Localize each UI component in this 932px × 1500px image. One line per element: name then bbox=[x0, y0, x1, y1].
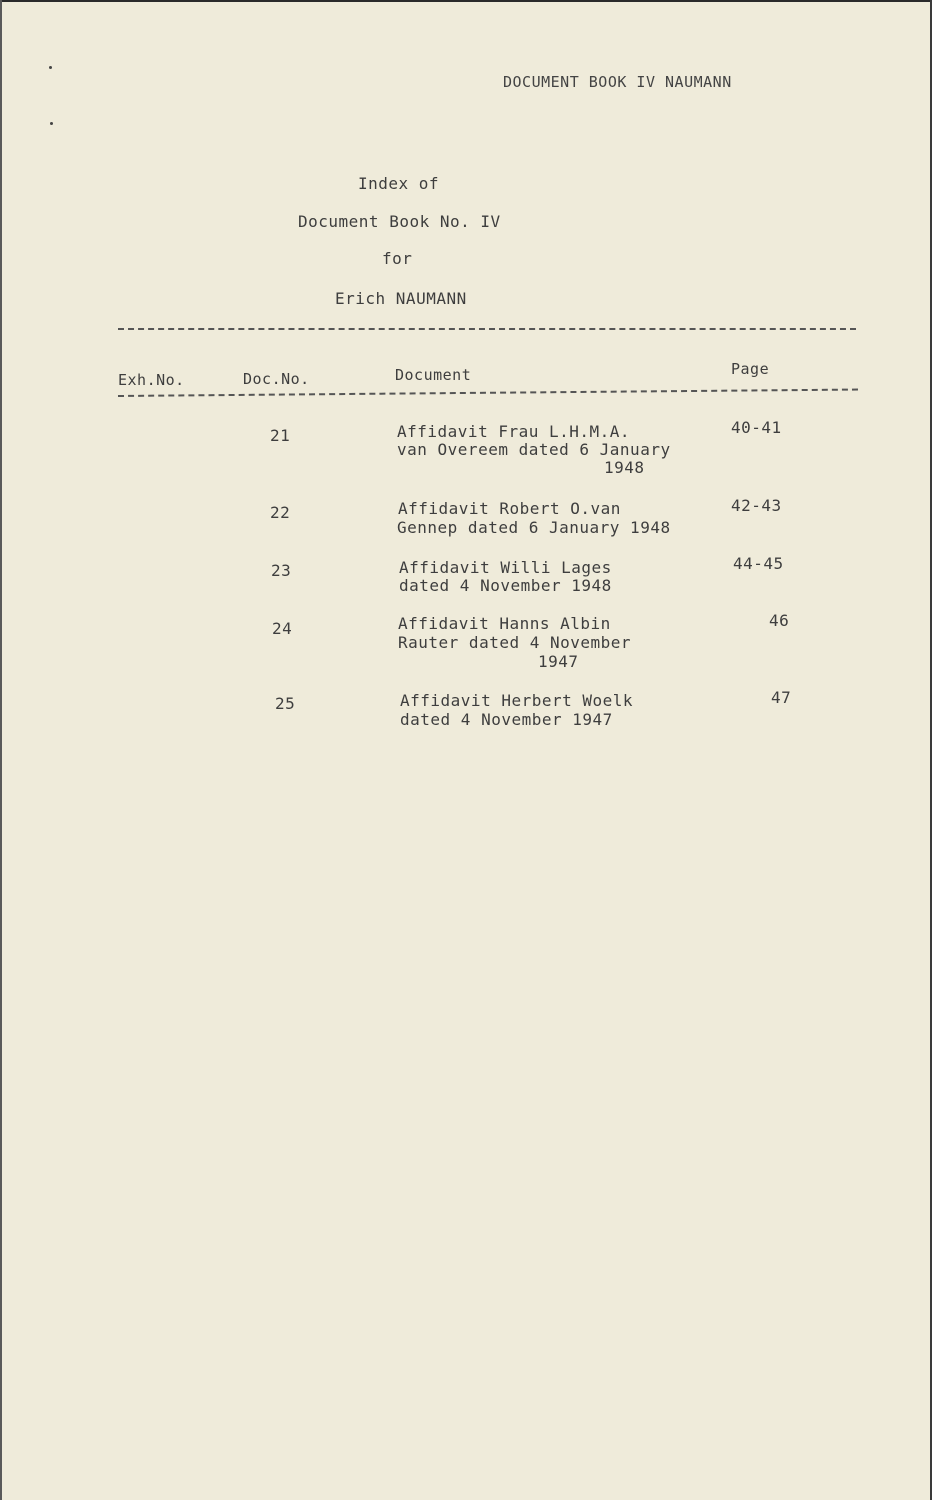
page-edge-left bbox=[0, 0, 2, 1500]
column-header-document: Document bbox=[395, 366, 472, 384]
row-document-line: Affidavit Willi Lages bbox=[399, 558, 612, 577]
title-line-4: Erich NAUMANN bbox=[335, 289, 467, 308]
row-document-line: 1948 bbox=[604, 458, 645, 477]
row-document-line: Affidavit Herbert Woelk bbox=[400, 691, 634, 710]
row-document-line: Affidavit Hanns Albin bbox=[398, 614, 611, 633]
dashed-divider-top bbox=[118, 328, 856, 330]
speck-mark bbox=[49, 66, 52, 69]
row-doc-no: 23 bbox=[271, 561, 292, 580]
row-document-line: dated 4 November 1947 bbox=[400, 710, 613, 729]
title-line-2: Document Book No. IV bbox=[298, 212, 501, 231]
document-header: DOCUMENT BOOK IV NAUMANN bbox=[503, 73, 732, 91]
row-document-line: Affidavit Frau L.H.M.A. bbox=[397, 422, 631, 441]
row-document-line: 1947 bbox=[538, 652, 579, 671]
row-page: 47 bbox=[771, 688, 792, 707]
title-line-3: for bbox=[382, 249, 413, 268]
row-page: 46 bbox=[769, 611, 790, 630]
row-page: 40-41 bbox=[731, 418, 782, 437]
page-edge-top bbox=[0, 0, 932, 2]
row-page: 44-45 bbox=[733, 554, 784, 573]
title-line-1: Index of bbox=[358, 174, 440, 193]
row-page: 42-43 bbox=[731, 496, 782, 515]
row-doc-no: 25 bbox=[275, 694, 296, 713]
dashed-divider-header bbox=[118, 389, 858, 397]
row-doc-no: 24 bbox=[272, 619, 293, 638]
speck-mark bbox=[50, 122, 53, 125]
column-header-exh-no: Exh.No. bbox=[118, 371, 185, 389]
row-document-line: van Overeem dated 6 January bbox=[397, 440, 671, 459]
row-document-line: Gennep dated 6 January 1948 bbox=[397, 518, 671, 537]
column-header-doc-no: Doc.No. bbox=[243, 370, 310, 388]
row-doc-no: 21 bbox=[270, 426, 291, 445]
row-document-line: dated 4 November 1948 bbox=[399, 576, 612, 595]
column-header-page: Page bbox=[731, 360, 770, 378]
row-doc-no: 22 bbox=[270, 503, 291, 522]
row-document-line: Rauter dated 4 November bbox=[398, 633, 632, 652]
row-document-line: Affidavit Robert O.van bbox=[398, 499, 621, 518]
